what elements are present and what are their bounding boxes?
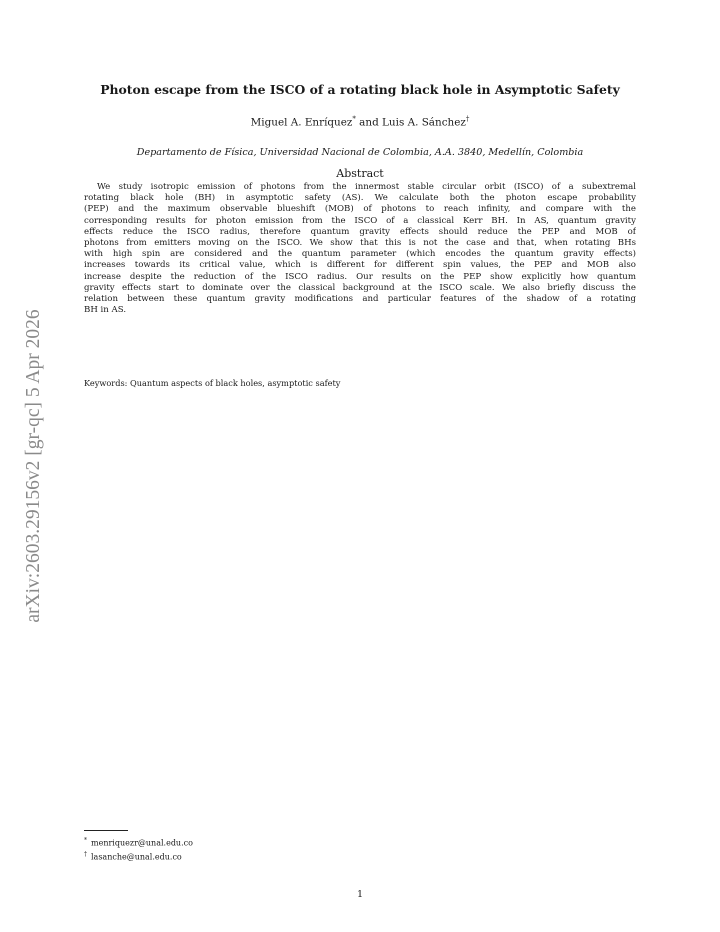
page-number: 1 bbox=[356, 889, 364, 900]
affiliation: Departamento de Física, Universidad Nacional de Colombia, A.A. 3840, Medellín, Colombia bbox=[136, 147, 584, 158]
footnote-marker: * bbox=[84, 837, 87, 844]
abstract-heading: Abstract bbox=[336, 167, 384, 180]
abstract-line: photons from emitters moving on the ISCO. We show that this is not the case and that, when rotating BHs bbox=[84, 238, 636, 249]
abstract-line: relation between these quantum gravity modifications and particular features of the shadow of a rotating bbox=[84, 294, 636, 305]
abstract-line: gravity effects start to dominate over the classical background at the ISCO scale. We also briefly discuss the bbox=[84, 282, 636, 293]
footnote-email: lasanche@unal.edu.co bbox=[91, 852, 182, 862]
abstract-line: BH in AS. bbox=[84, 305, 127, 316]
footnote-marker: * bbox=[352, 115, 356, 123]
author-separator: and bbox=[355, 116, 383, 129]
abstract-line: corresponding results for photon emission from the ISCO of a classical Kerr BH. In AS, quantum gravity bbox=[84, 215, 636, 226]
paper-title: Photon escape from the ISCO of a rotating black hole in Asymptotic Safety bbox=[100, 82, 620, 97]
abstract-line: increase despite the reduction of the ISCO radius. Our results on the PEP show explicitly how quantum bbox=[84, 271, 636, 282]
abstract-body bbox=[84, 182, 636, 316]
footnote-marker: † bbox=[84, 851, 87, 858]
arxiv-identifier-text: arXiv:2603.29156v2 [gr-qc] 5 Apr 2026 bbox=[23, 309, 44, 623]
abstract-line: We study isotropic emission of photons from the innermost stable circular orbit (ISCO) of a subextremal bbox=[97, 182, 636, 192]
footnote bbox=[84, 851, 182, 862]
footnote-marker: † bbox=[465, 115, 470, 123]
abstract-line: effects reduce the ISCO radius, therefore quantum gravity effects should reduce the PEP and MOB of bbox=[84, 226, 636, 237]
footnote bbox=[84, 837, 193, 848]
author-name: Luis A. Sánchez bbox=[382, 116, 466, 129]
footnote-rule bbox=[84, 830, 128, 831]
abstract-line: increases towards its critical value, which is different for different spin values, the PEP and MOB also bbox=[84, 260, 636, 271]
authors bbox=[84, 115, 636, 128]
keywords: Keywords: Quantum aspects of black holes, asymptotic safety bbox=[84, 378, 341, 388]
abstract-line: with high spin are considered and the quantum parameter (which encodes the quantum gravity effects) bbox=[84, 249, 636, 260]
author-name: Miguel A. Enríquez bbox=[250, 116, 353, 129]
abstract-line: rotating black hole (BH) in asymptotic safety (AS). We calculate both the photon escape probability bbox=[84, 193, 636, 204]
abstract-line: (PEP) and the maximum observable blueshift (MOB) of photons to reach infinity, and compare with the bbox=[84, 204, 636, 215]
footnote-email: menriquezr@unal.edu.co bbox=[91, 838, 193, 848]
arxiv-identifier bbox=[14, 270, 54, 662]
